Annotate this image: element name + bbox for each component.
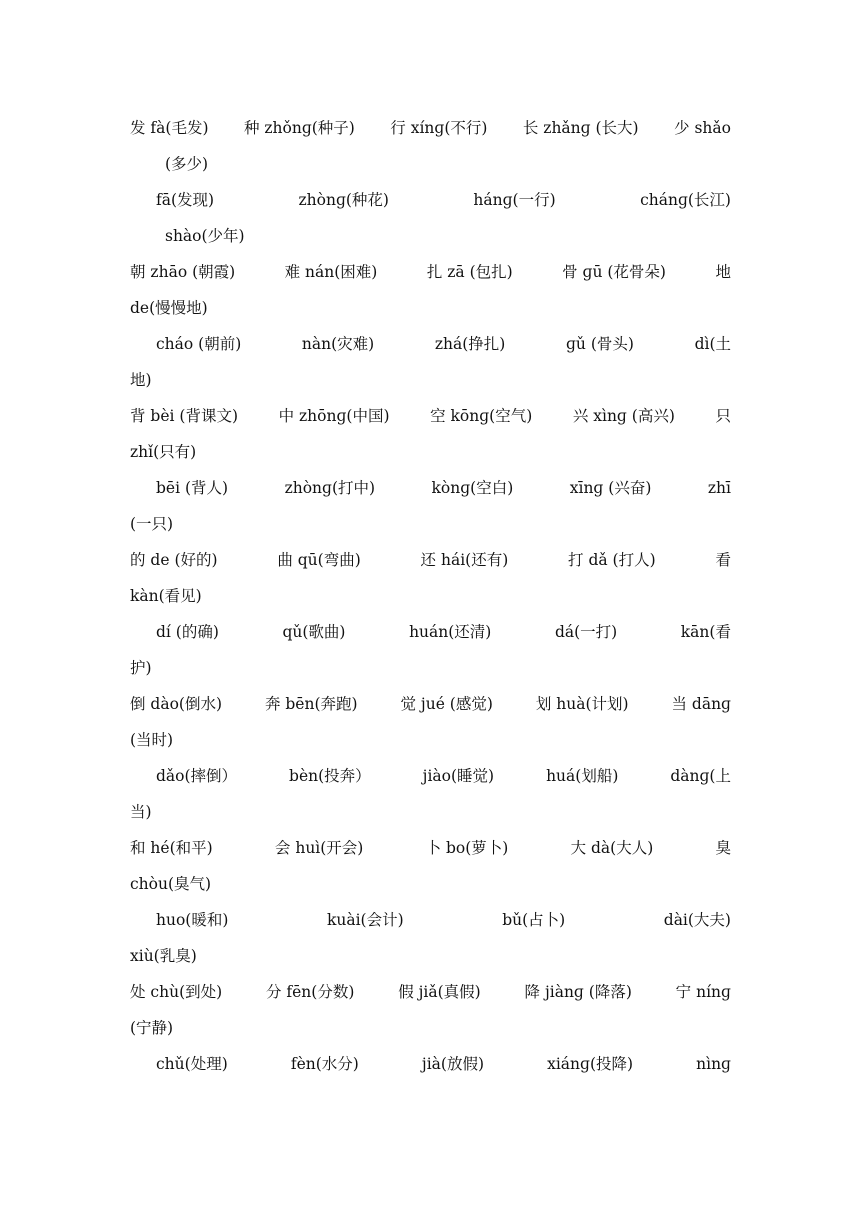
pinyin-entry: 只 xyxy=(715,407,731,425)
polyphone-row xyxy=(130,254,731,290)
pinyin-entry: dá(一打) xyxy=(554,623,618,641)
polyphone-alt-row xyxy=(130,614,731,650)
polyphone-row xyxy=(130,398,731,434)
polyphone-alt-row xyxy=(130,1046,731,1082)
pinyin-entry: fā(发现) xyxy=(156,191,215,209)
pinyin-entry: cháo (朝前) xyxy=(156,335,242,353)
pinyin-entry: kuài(会计) xyxy=(326,911,404,929)
pinyin-entry: 假 jiǎ(真假) xyxy=(398,983,481,1001)
wrapped-continuation xyxy=(130,794,731,830)
wrapped-continuation xyxy=(130,146,731,182)
wrapped-continuation xyxy=(130,506,731,542)
pinyin-entry: 臭 xyxy=(715,839,731,857)
wrapped-continuation xyxy=(130,866,731,902)
pinyin-entry-continuation: 地) xyxy=(130,371,152,389)
pinyin-entry: 的 de (好的) xyxy=(130,551,218,569)
pinyin-entry: 觉 jué (感觉) xyxy=(400,695,493,713)
pinyin-entry: xīnɡ (兴奋) xyxy=(569,479,652,497)
pinyin-entry: ɡǔ (骨头) xyxy=(565,335,634,353)
pinyin-entry: zhá(挣扎) xyxy=(434,335,506,353)
document-page xyxy=(130,110,731,1082)
pinyin-entry: 扎 zā (包扎) xyxy=(426,263,513,281)
polyphone-row xyxy=(130,110,731,146)
pinyin-entry-continuation: kàn(看见) xyxy=(130,587,202,605)
pinyin-entry: 种 zhǒnɡ(种子) xyxy=(243,119,355,137)
polyphone-alt-row xyxy=(130,470,731,506)
pinyin-entry: dǎo(摔倒） xyxy=(156,767,238,785)
pinyin-entry-continuation: (一只) xyxy=(130,515,174,533)
wrapped-continuation xyxy=(130,938,731,974)
pinyin-entry: nìnɡ xyxy=(696,1055,731,1073)
pinyin-entry: zhònɡ(打中) xyxy=(284,479,376,497)
pinyin-entry: dí (的确) xyxy=(156,623,219,641)
pinyin-entry-continuation: xiù(乳臭) xyxy=(130,947,197,965)
wrapped-continuation xyxy=(130,1010,731,1046)
pinyin-entry: qǔ(歌曲) xyxy=(282,623,346,641)
pinyin-entry: zhī xyxy=(707,479,731,497)
pinyin-entry-continuation: 当) xyxy=(130,803,152,821)
pinyin-entry: huá(划船) xyxy=(546,767,619,785)
pinyin-entry-continuation: (宁静) xyxy=(130,1019,174,1037)
pinyin-entry: nàn(灾难) xyxy=(301,335,375,353)
polyphone-alt-row xyxy=(130,758,731,794)
pinyin-entry: 分 fēn(分数) xyxy=(265,983,355,1001)
pinyin-entry: 朝 zhāo (朝霞) xyxy=(130,263,236,281)
pinyin-entry: bēi (背人) xyxy=(156,479,229,497)
polyphone-alt-row xyxy=(130,902,731,938)
wrapped-continuation xyxy=(130,722,731,758)
pinyin-entry-continuation: (多少) xyxy=(165,155,209,173)
pinyin-entry: 会 huì(开会) xyxy=(274,839,364,857)
pinyin-entry: 兴 xìnɡ (高兴) xyxy=(572,407,675,425)
pinyin-entry-continuation: de(慢慢地) xyxy=(130,299,208,317)
pinyin-entry: 地 xyxy=(715,263,731,281)
pinyin-entry: 倒 dào(倒水) xyxy=(130,695,223,713)
pinyin-entry: dì(土 xyxy=(694,335,731,353)
pinyin-entry: 骨 ɡū (花骨朵) xyxy=(562,263,666,281)
pinyin-entry-continuation: 护) xyxy=(130,659,152,677)
pinyin-entry: 和 hé(和平) xyxy=(130,839,213,857)
pinyin-entry: 难 nán(困难) xyxy=(284,263,378,281)
pinyin-entry: jià(放假) xyxy=(421,1055,485,1073)
polyphone-alt-row xyxy=(130,182,731,218)
pinyin-entry: huán(还清) xyxy=(409,623,492,641)
pinyin-entry: 大 dà(大人) xyxy=(570,839,654,857)
pinyin-entry: 划 huà(计划) xyxy=(535,695,629,713)
pinyin-entry: hánɡ(一行) xyxy=(473,191,556,209)
pinyin-entry: 还 hái(还有) xyxy=(420,551,509,569)
wrapped-continuation xyxy=(130,650,731,686)
wrapped-continuation xyxy=(130,218,731,254)
pinyin-entry: jiào(睡觉) xyxy=(422,767,495,785)
pinyin-entry: chǔ(处理) xyxy=(156,1055,228,1073)
pinyin-entry: xiánɡ(投降) xyxy=(547,1055,634,1073)
pinyin-entry: fèn(水分) xyxy=(290,1055,359,1073)
pinyin-entry: 长 zhǎnɡ (长大) xyxy=(522,119,639,137)
pinyin-entry: 行 xínɡ(不行) xyxy=(390,119,488,137)
pinyin-entry: kònɡ(空白) xyxy=(431,479,514,497)
pinyin-entry: 处 chù(到处) xyxy=(130,983,223,1001)
pinyin-entry: 卜 bo(萝卜) xyxy=(425,839,509,857)
pinyin-entry: bǔ(占卜) xyxy=(502,911,566,929)
pinyin-entry: kān(看 xyxy=(680,623,731,641)
pinyin-entry: bèn(投奔） xyxy=(289,767,371,785)
pinyin-entry: 中 zhōnɡ(中国) xyxy=(278,407,390,425)
pinyin-entry-continuation: (当时) xyxy=(130,731,174,749)
pinyin-entry: huo(暖和) xyxy=(156,911,229,929)
polyphone-row xyxy=(130,830,731,866)
pinyin-entry: 背 bèi (背课文) xyxy=(130,407,239,425)
pinyin-entry-continuation: shào(少年) xyxy=(165,227,245,245)
pinyin-entry: 发 fà(毛发) xyxy=(130,119,209,137)
polyphone-row xyxy=(130,542,731,578)
pinyin-entry: 看 xyxy=(715,551,731,569)
pinyin-entry: dài(大夫) xyxy=(663,911,731,929)
pinyin-entry-continuation: chòu(臭气) xyxy=(130,875,212,893)
pinyin-entry: 降 jiànɡ (降落) xyxy=(524,983,632,1001)
pinyin-entry-continuation: zhǐ(只有) xyxy=(130,443,197,461)
pinyin-entry: chánɡ(长江) xyxy=(640,191,731,209)
pinyin-entry: 奔 bēn(奔跑) xyxy=(264,695,358,713)
pinyin-entry: dànɡ(上 xyxy=(670,767,731,785)
wrapped-continuation xyxy=(130,578,731,614)
polyphone-row xyxy=(130,686,731,722)
wrapped-continuation xyxy=(130,362,731,398)
pinyin-entry: 少 shǎo xyxy=(674,119,731,137)
polyphone-row xyxy=(130,974,731,1010)
pinyin-entry: zhònɡ(种花) xyxy=(298,191,389,209)
pinyin-entry: 空 kōnɡ(空气) xyxy=(430,407,533,425)
pinyin-entry: 当 dānɡ xyxy=(671,695,731,713)
pinyin-entry: 打 dǎ (打人) xyxy=(568,551,656,569)
pinyin-entry: 宁 nínɡ xyxy=(675,983,731,1001)
wrapped-continuation xyxy=(130,434,731,470)
pinyin-entry: 曲 qū(弯曲) xyxy=(277,551,361,569)
wrapped-continuation xyxy=(130,290,731,326)
polyphone-alt-row xyxy=(130,326,731,362)
